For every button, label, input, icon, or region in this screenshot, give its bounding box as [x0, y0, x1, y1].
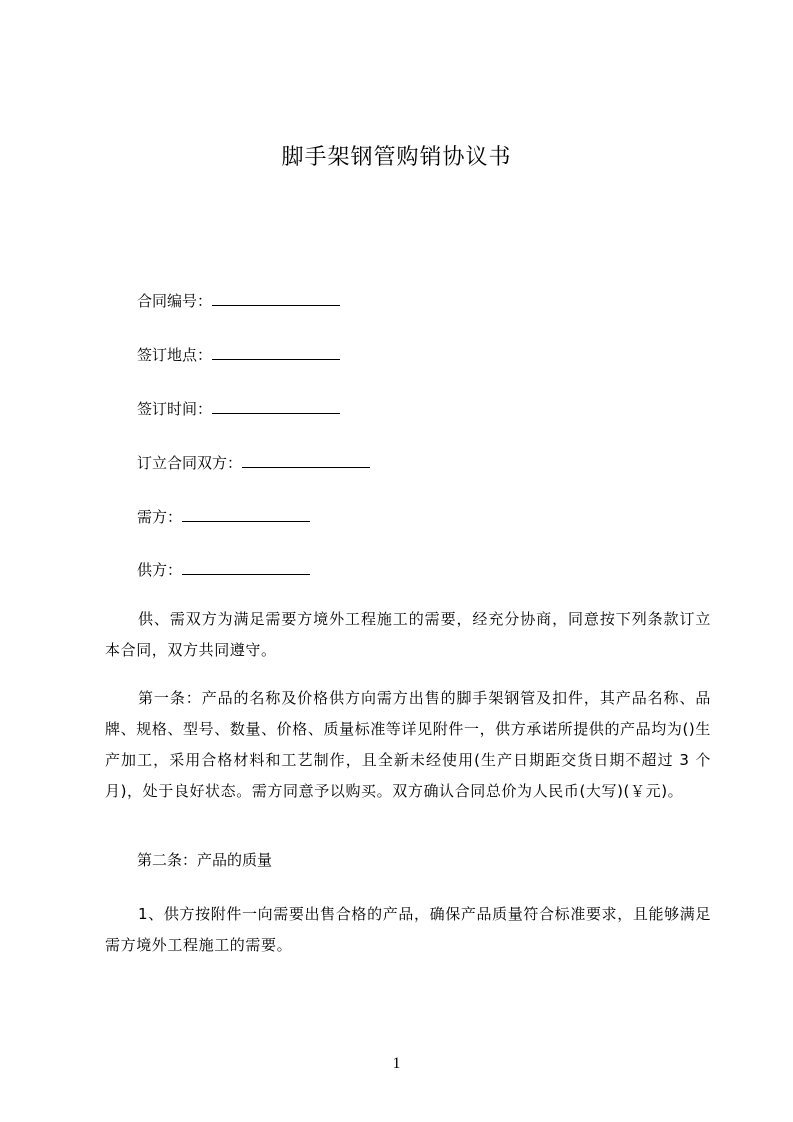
buyer-blank [182, 507, 310, 522]
contract-number-label: 合同编号： [137, 292, 213, 310]
parties-blank [242, 453, 370, 468]
signing-time-blank [212, 399, 340, 414]
parties-label: 订立合同双方： [137, 454, 243, 472]
supplier-label: 供方： [137, 561, 183, 579]
page-number: 1 [392, 1055, 401, 1072]
signing-time-label: 签订时间： [137, 400, 213, 418]
buyer-field [137, 507, 310, 527]
contract-number-field [137, 291, 340, 311]
signing-place-label: 签订地点： [137, 346, 213, 364]
document-title: 脚手架钢管购销协议书 [281, 145, 512, 170]
supplier-blank [182, 560, 310, 575]
article-2-heading: 第二条：产品的质量 [137, 851, 273, 869]
buyer-label: 需方： [137, 508, 183, 526]
signing-time-field [137, 399, 340, 419]
signing-place-field [137, 345, 340, 365]
signing-place-blank [212, 345, 340, 360]
intro-paragraph: 供、需双方为满足需要方境外工程施工的需要，经充分协商，同意按下列条款订立本合同，双方共同遵守。 [105, 610, 711, 659]
article-1-paragraph: 第一条：产品的名称及价格供方向需方出售的脚手架钢管及扣件，其产品名称、品牌、规格、型号、数量、价格、质量标准等详见附件一，供方承诺所提供的产品均为()生产加工，采用合格材料和工艺制作，且全新未经使用(生产日期距交货日期不超过 3 个月)，处于良好状态。需方同意予以购买。双方确认合同总价为人民币(大写)(￥元)。 [105, 689, 711, 800]
contract-number-blank [212, 291, 340, 306]
supplier-field [137, 560, 310, 580]
parties-field [137, 453, 370, 473]
article-2-item-1: 1、供方按附件一向需要出售合格的产品，确保产品质量符合标准要求，且能够满足需方境外工程施工的需要。 [105, 905, 711, 954]
